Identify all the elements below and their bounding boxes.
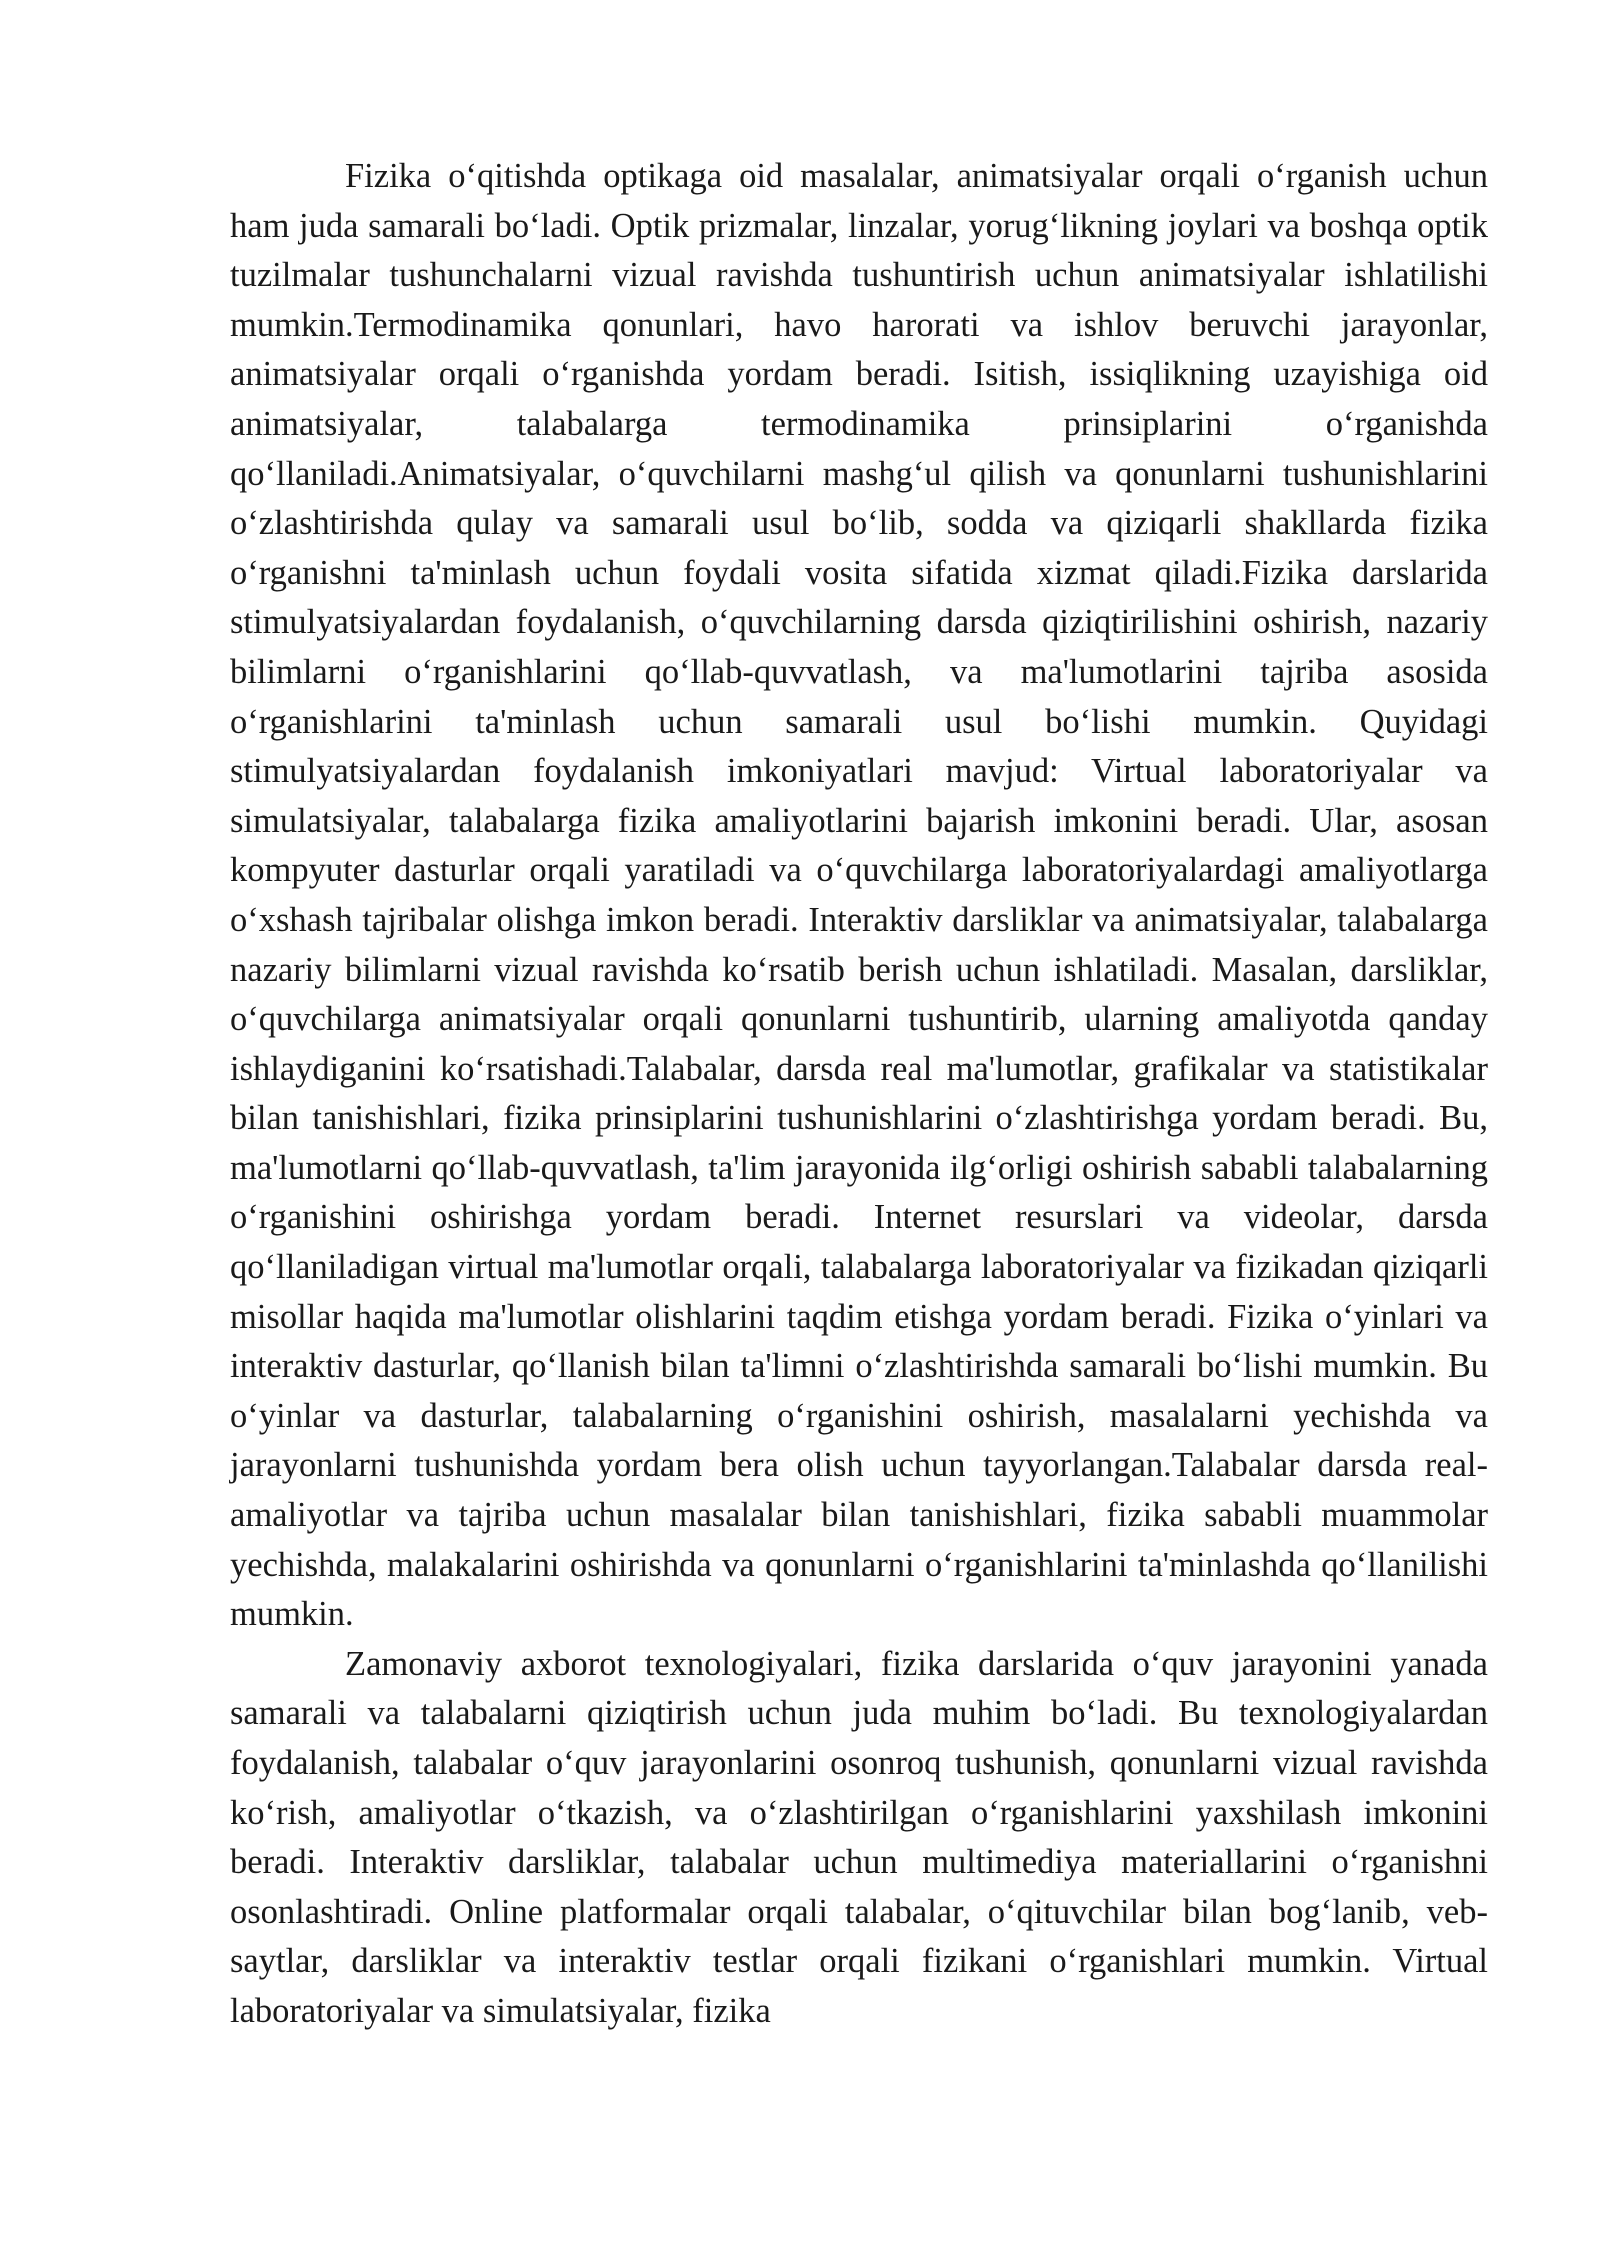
paragraph-1: Fizika o‘qitishda optikaga oid masalalar, animatsiyalar orqali o‘rganish uchun ham juda samarali bo‘ladi. Optik prizmalar, linzalar, yorug‘likning joylari va boshqa optik tuzilmalar tushunchalarni vizual ravishda tushuntirish uchun animatsiyalar ishlatilishi mumkin.Termodinamika qonunlari, havo harorati va ishlov beruvchi jarayonlar, animatsiyalar orqali o‘rganishda yordam beradi. Isitish, issiqlikning uzayishiga oid animatsiyalar, talabalarga termodinamika prinsiplarini o‘rganishda qo‘llaniladi.Animatsiyalar, o‘quvchilarni mashg‘ul qilish va qonunlarni tushunishlarini o‘zlashtirishda qulay va samarali usul bo‘lib, sodda va qiziqarli shakllarda fizika o‘rganishni ta'minlash uchun foydali vosita sifatida xizmat qiladi.Fizika darslarida stimulyatsiyalardan foydalanish, o‘quvchilarning darsda qiziqtirilishini oshirish, nazariy bilimlarni o‘rganishlarini qo‘llab-quvvatlash, va ma'lumotlarini tajriba asosida o‘rganishlarini ta'minlash uchun samarali usul bo‘lishi mumkin. Quyidagi stimulyatsiyalardan foydalanish imkoniyatlari mavjud: Virtual laboratoriyalar va simulatsiyalar, talabalarga fizika amaliyotlarini bajarish imkonini beradi. Ular, asosan kompyuter dasturlar orqali yaratiladi va o‘quvchilarga laboratoriyalardagi amaliyotlarga o‘xshash tajribalar olishga imkon beradi. Interaktiv darsliklar va animatsiyalar, talabalarga nazariy bilimlarni vizual ravishda ko‘rsatib berish uchun ishlatiladi. Masalan, darsliklar, o‘quvchilarga animatsiyalar orqali qonunlarni tushuntirib, ularning amaliyotda qanday ishlaydiganini ko‘rsatishadi.Talabalar, darsda real ma'lumotlar, grafikalar va statistikalar bilan tanishishlari, fizika prinsiplarini tushunishlarini o‘zlashtirishga yordam beradi. Bu, ma'lumotlarni qo‘llab-quvvatlash, ta'lim jarayonida ilg‘orligi oshirish sababli talabalarning o‘rganishini oshirishga yordam beradi. Internet resurslari va videolar, darsda qo‘llaniladigan virtual ma'lumotlar orqali, talabalarga laboratoriyalar va fizikadan qiziqarli misollar haqida ma'lumotlar olishlarini taqdim etishga yordam beradi. Fizika o‘yinlari va interaktiv dasturlar, qo‘llanish bilan ta'limni o‘zlashtirishda samarali bo‘lishi mumkin. Bu o‘yinlar va dasturlar, talabalarning o‘rganishini oshirish, masalalarni yechishda va jarayonlarni tushunishda yordam bera olish uchun tayyorlangan.Talabalar darsda real-amaliyotlar va tajriba uchun masalalar bilan tanishishlari, fizika sababli muammolar yechishda, malakalarini oshirishda va qonunlarni o‘rganishlarini ta'minlashda qo‘llanilishi mumkin. <box>230 157 1488 1634</box>
paragraph-2: Zamonaviy axborot texnologiyalari, fizika darslarida o‘quv jarayonini yanada samarali va talabalarni qiziqtirish uchun juda muhim bo‘ladi. Bu texnologiyalardan foydalanish, talabalar o‘quv jarayonlarini osonroq tushunish, qonunlarni vizual ravishda ko‘rish, amaliyotlar o‘tkazish, va o‘zlashtirilgan o‘rganishlarini yaxshilash imkonini beradi. Interaktiv darsliklar, talabalar uchun multimediya materiallarini o‘rganishni osonlashtiradi. Online platformalar orqali talabalar, o‘qituvchilar bilan bog‘lanib, veb-saytlar, darsliklar va interaktiv testlar orqali fizikani o‘rganishlari mumkin. Virtual laboratoriyalar va simulatsiyalar, fizika <box>230 1644 1488 2030</box>
document-body <box>230 152 1488 2037</box>
